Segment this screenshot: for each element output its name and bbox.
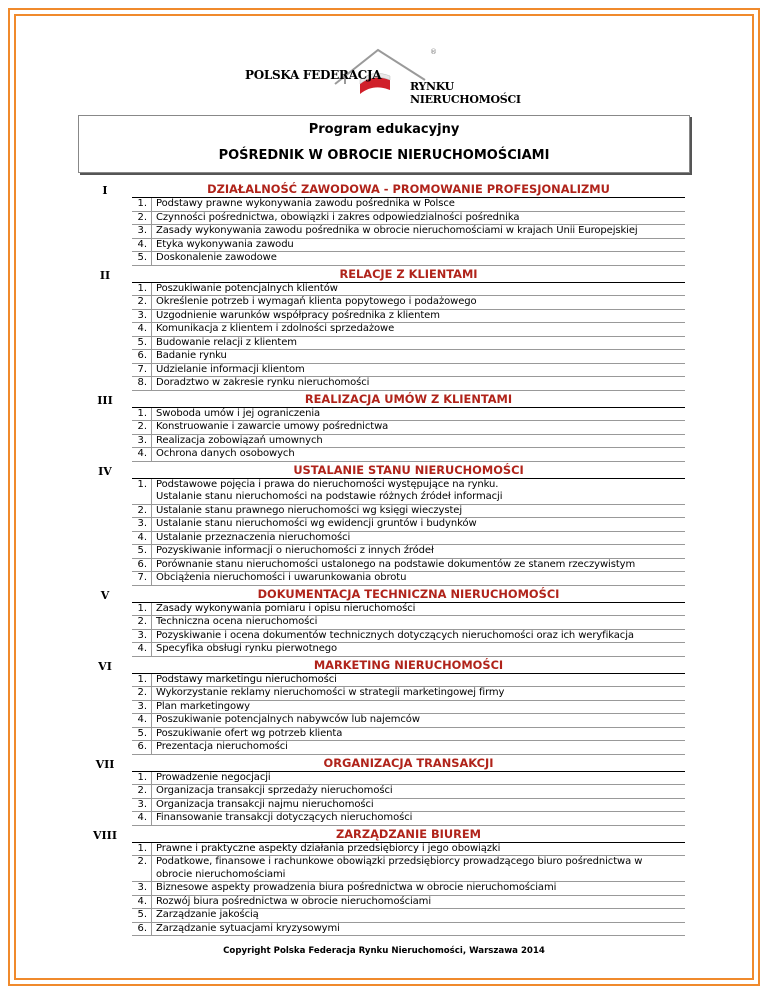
- program-outline: [80, 181, 685, 936]
- item-number: 2.: [132, 505, 152, 518]
- list-item: [132, 923, 685, 937]
- item-number: 2.: [132, 616, 152, 629]
- item-number: 4.: [132, 714, 152, 727]
- section: [80, 586, 685, 657]
- section-header: [80, 826, 685, 843]
- item-text: Określenie potrzeb i wymagań klienta popytowego i podażowego: [156, 296, 477, 307]
- list-item: [132, 812, 685, 826]
- section-header: [80, 657, 685, 674]
- section-header: [80, 755, 685, 772]
- item-number: 3.: [132, 882, 152, 895]
- section-heading: MARKETING NIERUCHOMOŚCI: [132, 657, 685, 674]
- item-text: Zarządzanie sytuacjami kryzysowymi: [156, 922, 340, 934]
- item-text: Badanie rynku: [156, 350, 227, 361]
- item-number: 4.: [132, 896, 152, 909]
- list-item: [132, 337, 685, 351]
- section-number: VII: [95, 757, 115, 771]
- section-number: II: [99, 268, 111, 282]
- list-item: [132, 616, 685, 630]
- item-number: 7.: [132, 572, 152, 585]
- item-text: Udzielanie informacji klientom: [156, 363, 305, 375]
- item-text: Zasady wykonywania pomiaru i opisu nieruchomości: [156, 602, 416, 614]
- list-item: [132, 408, 685, 422]
- list-item: [132, 687, 685, 701]
- item-number: 1.: [132, 408, 152, 421]
- list-item: [132, 728, 685, 742]
- list-item: [132, 239, 685, 253]
- list-item: [132, 350, 685, 364]
- item-number: 2.: [132, 856, 152, 881]
- list-item: [132, 198, 685, 212]
- list-item: [132, 799, 685, 813]
- list-item: [132, 310, 685, 324]
- list-item: [132, 505, 685, 519]
- item-text: Doskonalenie zawodowe: [156, 252, 277, 263]
- list-item: [132, 643, 685, 657]
- item-text: Komunikacja z klientem i zdolności sprzedażowe: [156, 323, 395, 334]
- item-number: 1.: [132, 772, 152, 785]
- list-item: [132, 545, 685, 559]
- section-number: V: [100, 588, 110, 602]
- item-text: Poszukiwanie potencjalnych nabywców lub najemców: [156, 714, 420, 725]
- list-item: [132, 896, 685, 910]
- program-subtitle: Program edukacyjny: [308, 122, 460, 137]
- item-text: Organizacja transakcji sprzedaży nieruchomości: [156, 785, 393, 796]
- list-item: [132, 364, 685, 378]
- item-number: 3.: [132, 310, 152, 323]
- item-number: 1.: [132, 198, 152, 211]
- program-title: POŚREDNIK W OBROCIE NIERUCHOMOŚCIAMI: [218, 148, 550, 163]
- item-text: Podstawy marketingu nieruchomości: [156, 673, 337, 685]
- section-heading: RELACJE Z KLIENTAMI: [132, 266, 685, 283]
- item-text: Doradztwo w zakresie rynku nieruchomości: [156, 377, 370, 388]
- logo-text-left: POLSKA FEDERACJA: [245, 68, 382, 82]
- item-text: Poszukiwanie potencjalnych klientów: [156, 282, 338, 294]
- item-number: 5.: [132, 337, 152, 350]
- item-number: 4.: [132, 323, 152, 336]
- item-text: Pozyskiwanie i ocena dokumentów technicznych dotyczących nieruchomości oraz ich weryfikacja: [156, 629, 634, 641]
- item-number: 7.: [132, 364, 152, 377]
- item-number: 3.: [132, 630, 152, 643]
- list-item: [132, 572, 685, 586]
- item-number: 6.: [132, 350, 152, 363]
- federation-logo: [240, 40, 550, 106]
- list-item: [132, 448, 685, 462]
- item-text: Biznesowe aspekty prowadzenia biura pośrednictwa w obrocie nieruchomościami: [156, 882, 557, 893]
- item-number: 4.: [132, 532, 152, 545]
- item-text: Pozyskiwanie informacji o nieruchomości z innych źródeł: [156, 545, 434, 556]
- item-number: 6.: [132, 741, 152, 754]
- list-item: [132, 283, 685, 297]
- item-number: 2.: [132, 212, 152, 225]
- item-text: Ustalanie stanu nieruchomości wg ewidencji gruntów i budynków: [156, 518, 477, 529]
- list-item: [132, 518, 685, 532]
- item-text: Ustalanie stanu prawnego nieruchomości wg księgi wieczystej: [156, 504, 463, 516]
- list-item: [132, 435, 685, 449]
- item-number: 1.: [132, 479, 152, 504]
- item-number: 8.: [132, 377, 152, 390]
- item-text: Konstruowanie i zawarcie umowy pośrednictwa: [156, 421, 389, 432]
- list-item: [132, 882, 685, 896]
- item-number: 5.: [132, 545, 152, 558]
- item-text: Plan marketingowy: [156, 700, 250, 712]
- section: [80, 826, 685, 937]
- item-number: 6.: [132, 923, 152, 936]
- list-item: [132, 701, 685, 715]
- item-number: 1.: [132, 674, 152, 687]
- item-text: Prezentacja nieruchomości: [156, 741, 288, 752]
- item-number: 3.: [132, 799, 152, 812]
- copyright-footer: Copyright Polska Federacja Rynku Nieruchomości, Warszawa 2014: [223, 946, 545, 956]
- item-number: 3.: [132, 701, 152, 714]
- topic-list: [132, 674, 685, 755]
- item-number: 2.: [132, 785, 152, 798]
- item-text: Obciążenia nieruchomości i uwarunkowania obrotu: [156, 572, 407, 583]
- item-number: 5.: [132, 909, 152, 922]
- item-number: 2.: [132, 687, 152, 700]
- topic-list: [132, 772, 685, 826]
- item-text: Zarządzanie jakością: [156, 909, 259, 920]
- item-number: 1.: [132, 283, 152, 296]
- item-text: Prawne i praktyczne aspekty działania przedsiębiorcy i jego obowiązki: [156, 842, 501, 854]
- item-number: 3.: [132, 518, 152, 531]
- item-text: Zasady wykonywania zawodu pośrednika w obrocie nieruchomościami w krajach Unii Europejskiej: [156, 225, 638, 236]
- section: [80, 755, 685, 826]
- list-item: [132, 377, 685, 391]
- item-text: Podstawy prawne wykonywania zawodu pośrednika w Polsce: [156, 198, 455, 209]
- item-text: Uzgodnienie warunków współpracy pośrednika z klientem: [156, 309, 440, 321]
- item-text: Budowanie relacji z klientem: [156, 336, 297, 348]
- list-item: [132, 296, 685, 310]
- item-number: 5.: [132, 728, 152, 741]
- section-heading: REALIZACJA UMÓW Z KLIENTAMI: [132, 391, 685, 408]
- item-number: 4.: [132, 448, 152, 461]
- item-text: Swoboda umów i jej ograniczenia: [156, 407, 321, 419]
- item-text: Podstawowe pojęcia i prawa do nieruchomości występujące na rynku. Ustalanie stanu nieruchomości na podstawie różnych źródeł informacji: [156, 478, 503, 502]
- section: [80, 181, 685, 266]
- item-text: Podatkowe, finansowe i rachunkowe obowiązki przedsiębiorcy prowadzącego biuro pośrednictwa w obrocie nieruchomościami: [156, 856, 643, 880]
- topic-list: [132, 198, 685, 266]
- section-heading: DOKUMENTACJA TECHNICZNA NIERUCHOMOŚCI: [132, 586, 685, 603]
- section: [80, 462, 685, 586]
- list-item: [132, 252, 685, 266]
- item-number: 2.: [132, 296, 152, 309]
- section-heading: ORGANIZACJA TRANSAKCJI: [132, 755, 685, 772]
- section-heading: DZIAŁALNOŚĆ ZAWODOWA - PROMOWANIE PROFESJONALIZMU: [132, 181, 685, 198]
- item-text: Organizacja transakcji najmu nieruchomości: [156, 798, 374, 810]
- item-number: 1.: [132, 603, 152, 616]
- topic-list: [132, 283, 685, 391]
- item-text: Realizacja zobowiązań umownych: [156, 434, 323, 446]
- list-item: [132, 603, 685, 617]
- item-number: 3.: [132, 435, 152, 448]
- list-item: [132, 785, 685, 799]
- topic-list: [132, 408, 685, 462]
- logo-text-right: RYNKU NIERUCHOMOŚCI: [410, 80, 521, 106]
- list-item: [132, 323, 685, 337]
- item-number: 4.: [132, 643, 152, 656]
- item-text: Wykorzystanie reklamy nieruchomości w strategii marketingowej firmy: [156, 687, 505, 698]
- list-item: [132, 421, 685, 435]
- list-item: [132, 212, 685, 226]
- list-item: [132, 714, 685, 728]
- list-item: [132, 772, 685, 786]
- item-number: 5.: [132, 252, 152, 265]
- section-header: [80, 586, 685, 603]
- section: [80, 266, 685, 391]
- section: [80, 657, 685, 755]
- item-number: 1.: [132, 843, 152, 856]
- section-number: VI: [98, 659, 112, 673]
- list-item: [132, 909, 685, 923]
- list-item: [132, 532, 685, 546]
- item-number: 3.: [132, 225, 152, 238]
- item-text: Rozwój biura pośrednictwa w obrocie nieruchomościami: [156, 895, 431, 907]
- item-text: Porównanie stanu nieruchomości ustalonego na podstawie dokumentów ze stanem rzeczywistym: [156, 558, 636, 570]
- section-header: [80, 266, 685, 283]
- list-item: [132, 856, 685, 882]
- title-box: [78, 115, 690, 173]
- item-number: 2.: [132, 421, 152, 434]
- list-item: [132, 225, 685, 239]
- list-item: [132, 674, 685, 688]
- list-item: [132, 630, 685, 644]
- section-number: III: [97, 393, 113, 407]
- section-number: VIII: [93, 828, 117, 842]
- item-text: Specyfika obsługi rynku pierwotnego: [156, 643, 338, 654]
- item-number: 4.: [132, 239, 152, 252]
- section-header: [80, 391, 685, 408]
- item-text: Finansowanie transakcji dotyczących nieruchomości: [156, 812, 413, 823]
- section-number: I: [102, 184, 108, 197]
- item-number: 4.: [132, 812, 152, 825]
- item-text: Prowadzenie negocjacji: [156, 771, 271, 783]
- section-number: IV: [98, 464, 112, 478]
- item-text: Ochrona danych osobowych: [156, 448, 295, 459]
- section-header: [80, 462, 685, 479]
- topic-list: [132, 603, 685, 657]
- item-text: Czynności pośrednictwa, obowiązki i zakres odpowiedzialności pośrednika: [156, 211, 520, 223]
- item-text: Techniczna ocena nieruchomości: [156, 616, 318, 627]
- section-header: [80, 181, 685, 198]
- item-text: Etyka wykonywania zawodu: [156, 238, 294, 250]
- registered-mark: ®: [430, 48, 437, 56]
- list-item: [132, 559, 685, 573]
- item-number: 6.: [132, 559, 152, 572]
- list-item: [132, 843, 685, 857]
- section: [80, 391, 685, 462]
- topic-list: [132, 479, 685, 586]
- item-text: Ustalanie przeznaczenia nieruchomości: [156, 531, 351, 543]
- section-heading: ZARZĄDZANIE BIUREM: [132, 826, 685, 843]
- list-item: [132, 479, 685, 505]
- section-heading: USTALANIE STANU NIERUCHOMOŚCI: [132, 462, 685, 479]
- topic-list: [132, 843, 685, 937]
- item-text: Poszukiwanie ofert wg potrzeb klienta: [156, 727, 343, 739]
- list-item: [132, 741, 685, 755]
